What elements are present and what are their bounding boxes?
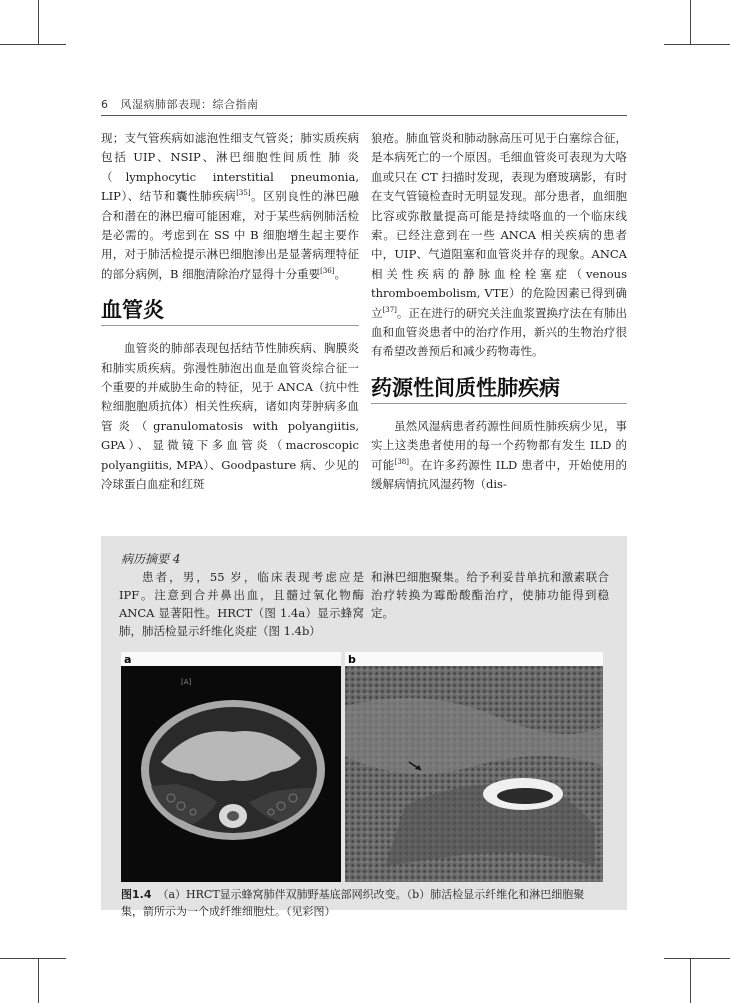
crop-mark — [690, 0, 691, 44]
crop-mark — [0, 44, 66, 45]
running-header — [101, 96, 627, 112]
citation: [38] — [394, 457, 409, 466]
paragraph: 虽然风湿病患者药源性间质性肺疾病少见，事实上这类患者使用的每一个药物都有发生 ILD 的可能[38]。在许多药源性 ILD 患者中，开始使用的缓解病情抗风湿药物（dis- — [371, 418, 627, 492]
citation: [37] — [382, 305, 397, 314]
page-number: 6 — [101, 98, 109, 111]
crop-mark — [690, 958, 691, 1003]
citation: [35] — [236, 189, 251, 198]
right-column — [371, 129, 627, 495]
ct-scan-image — [121, 666, 341, 882]
crop-mark — [38, 0, 39, 44]
crop-mark — [664, 958, 730, 959]
left-column — [101, 129, 359, 495]
paragraph: 现；支气管疾病如滤泡性细支气管炎；肺实质疾病包括 UIP、NSIP、淋巴细胞性间质性 肺 炎（lymphocytic interstitial pneumonia, LIP）、结节和囊性肺疾病[35]。区别良性的淋巴融合和潜在的淋巴瘤可能困难，对于某些病例肺活检是必需的。考虑到在 SS 中 B 细胞增生起主要作用，对于肺活检提示淋巴细胞渗出是显著病理特征的部分病例，B 细胞清除治疗显得十分重要[36]。 — [101, 131, 360, 281]
running-title: 风湿病肺部表现：综合指南 — [120, 98, 259, 111]
crop-mark — [38, 958, 39, 1003]
figure-a-hrct — [121, 652, 341, 882]
histology-image — [345, 666, 603, 882]
header-rule — [101, 115, 627, 116]
crop-mark — [664, 44, 730, 45]
section-heading-vasculitis: 血管炎 — [101, 295, 359, 326]
svg-text:[A]: [A] — [181, 678, 192, 686]
citation: [36] — [320, 266, 335, 275]
figure-b-label: b — [348, 653, 356, 666]
figure-b-biopsy — [345, 652, 603, 882]
figure-a-label: a — [124, 653, 132, 666]
paragraph: 血管炎的肺部表现包括结节性肺疾病、胸膜炎和肺实质疾病。弥漫性肺泡出血是血管炎综合征一个重要的并威胁生命的特征，见于 ANCA（抗中性粒细胞胞质抗体）相关性疾病，诸如肉芽肿病多血管炎（granulomatosis with polyangiitis, GPA）、显微镜下多血管炎（macroscopic polyangiitis, MPA）、Goodpasture 病、少见的冷球蛋白血症和红斑 — [101, 341, 359, 492]
caption-text: （a）HRCT显示蜂窝肺伴双肺野基底部网织改变。（b）肺活检显示纤维化和淋巴细胞聚集，箭所示为一个成纤维细胞灶。（见彩图） — [121, 888, 585, 918]
paragraph: 狼疮。肺血管炎和肺动脉高压可见于白塞综合征，是本病死亡的一个原因。毛细血管炎可表现为大咯血或只在 CT 扫描时发现，表现为磨玻璃影，有时在支气管镜检查时无明显发现。部分患者，血细胞比容或弥散量提高可能是持续咯血的一个临床线索。已经注意到在一些 ANCA 相关疾病的患者中，UIP、气道阻塞和血管炎并存的现象。ANCA 相关性疾病的静脉血栓栓塞症（venous thromboembolism, VTE）的危险因素已得到确立[37]。正在进行的研究关注血浆置换疗法在有肺出血和血管炎患者中的治疗作用，新兴的生物治疗很有希望改善预后和减少药物毒性。 — [371, 131, 628, 359]
section-heading-drug-induced-ild: 药源性间质性肺疾病 — [371, 373, 627, 404]
figure-caption — [121, 886, 605, 920]
case-text-left: 患者，男，55 岁，临床表现考虑应是 IPF。注意到合并鼻出血，且髓过氧化物酶 ANCA 显著阳性。HRCT（图 1.4a）显示蜂窝肺，肺活检显示纤维化炎症（图 1.4b） — [119, 570, 364, 638]
case-summary-box — [101, 536, 627, 918]
case-text-right: 和淋巴细胞聚集。给予利妥昔单抗和激素联合治疗转换为霉酚酸酯治疗，使肺功能得到稳定。 — [371, 570, 609, 620]
figure-number: 图1.4 — [121, 888, 152, 901]
crop-mark — [0, 958, 66, 959]
case-title: 病历摘要 4 — [121, 552, 181, 566]
